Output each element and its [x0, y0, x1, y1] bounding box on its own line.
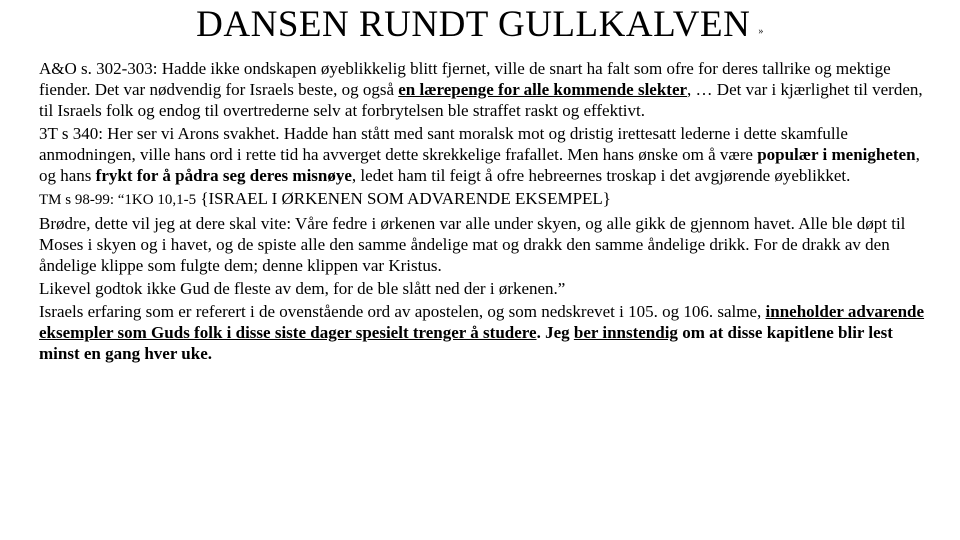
paragraph-3t-tail: , ledet ham til feigt å ofre hebreernes troskap i det avgjørende øyeblikket. — [351, 166, 851, 185]
paragraph-ao-emphasis: en lærepenge for alle kommende slekter — [398, 80, 688, 99]
paragraph-3t-mid: , og hans — [39, 145, 920, 185]
paragraph-israel-emphasis-1: inneholder advarende eksempler som Guds folk i disse siste dager spesielt trenger å studere — [39, 302, 925, 342]
paragraph-quote-end — [39, 278, 929, 299]
paragraph-ao-tail: , … Det var i kjærlighet til verden, til Israels folk og endog til overtrederne selv at forbrytelsen ble straffet raskt og effektivt. — [39, 80, 923, 120]
paragraph-3t-emphasis-1: populær i menigheten — [757, 145, 916, 164]
title-mark: » — [758, 26, 764, 37]
paragraph-israel-tail: om at disse kapitlene blir lest minst en gang hver uke. — [39, 323, 893, 363]
slide-title-text: DANSEN RUNDT GULLKALVEN — [196, 4, 751, 45]
paragraph-3t — [39, 123, 929, 186]
slide-title — [0, 2, 960, 55]
paragraph-israel-text: Israels erfaring som er referert i de ovenstående ord av apostelen, og som nedskrevet i 105. og 106. salme, — [39, 302, 766, 321]
paragraph-israel-mid: . Jeg — [536, 323, 574, 342]
paragraph-ao — [39, 58, 929, 121]
paragraph-tm-reference: TM s 98-99: “1KO 10,1-5 — [39, 192, 197, 208]
paragraph-3t-emphasis-2: frykt for å pådra seg deres misnøye — [95, 166, 352, 185]
paragraph-tm — [39, 188, 929, 211]
paragraph-israel — [39, 301, 929, 364]
paragraph-3t-text: 3T s 340: Her ser vi Arons svakhet. Hadde han stått med sant moralsk mot og dristig irettesatt lederne i dette skamfulle anmodningen, ville hans ord i rette tid ha avverget dette skrekkelige frafallet. Men hans ønske om å være — [39, 124, 848, 164]
paragraph-israel-emphasis-2: ber innstendig — [573, 323, 678, 342]
paragraph-quote-end-text: Likevel godtok ikke Gud de fleste av dem, for de ble slått ned der i ørkenen.” — [39, 279, 566, 298]
paragraph-tm-heading: {ISRAEL I ØRKENEN SOM ADVARENDE EKSEMPEL} — [196, 189, 611, 208]
paragraph-quote — [39, 213, 929, 276]
paragraph-quote-text: Brødre, dette vil jeg at dere skal vite: Våre fedre i ørkenen var alle under skyen, og alle gikk de gjennom havet. Alle ble døpt til Moses i skyen og i havet, og de spiste alle den samme åndelige mat og drakk den samme åndelige drikk. For de drakk av den åndelige klippe som fulgte dem; denne klippen var Kristus. — [39, 214, 906, 275]
paragraph-ao-text: A&O s. 302-303: Hadde ikke ondskapen øyeblikkelig blitt fjernet, ville de snart ha falt som ofre for deres tallrike og mektige fiender. Det var nødvendig for Israels beste, og også — [39, 59, 891, 99]
slide-body — [39, 58, 929, 364]
